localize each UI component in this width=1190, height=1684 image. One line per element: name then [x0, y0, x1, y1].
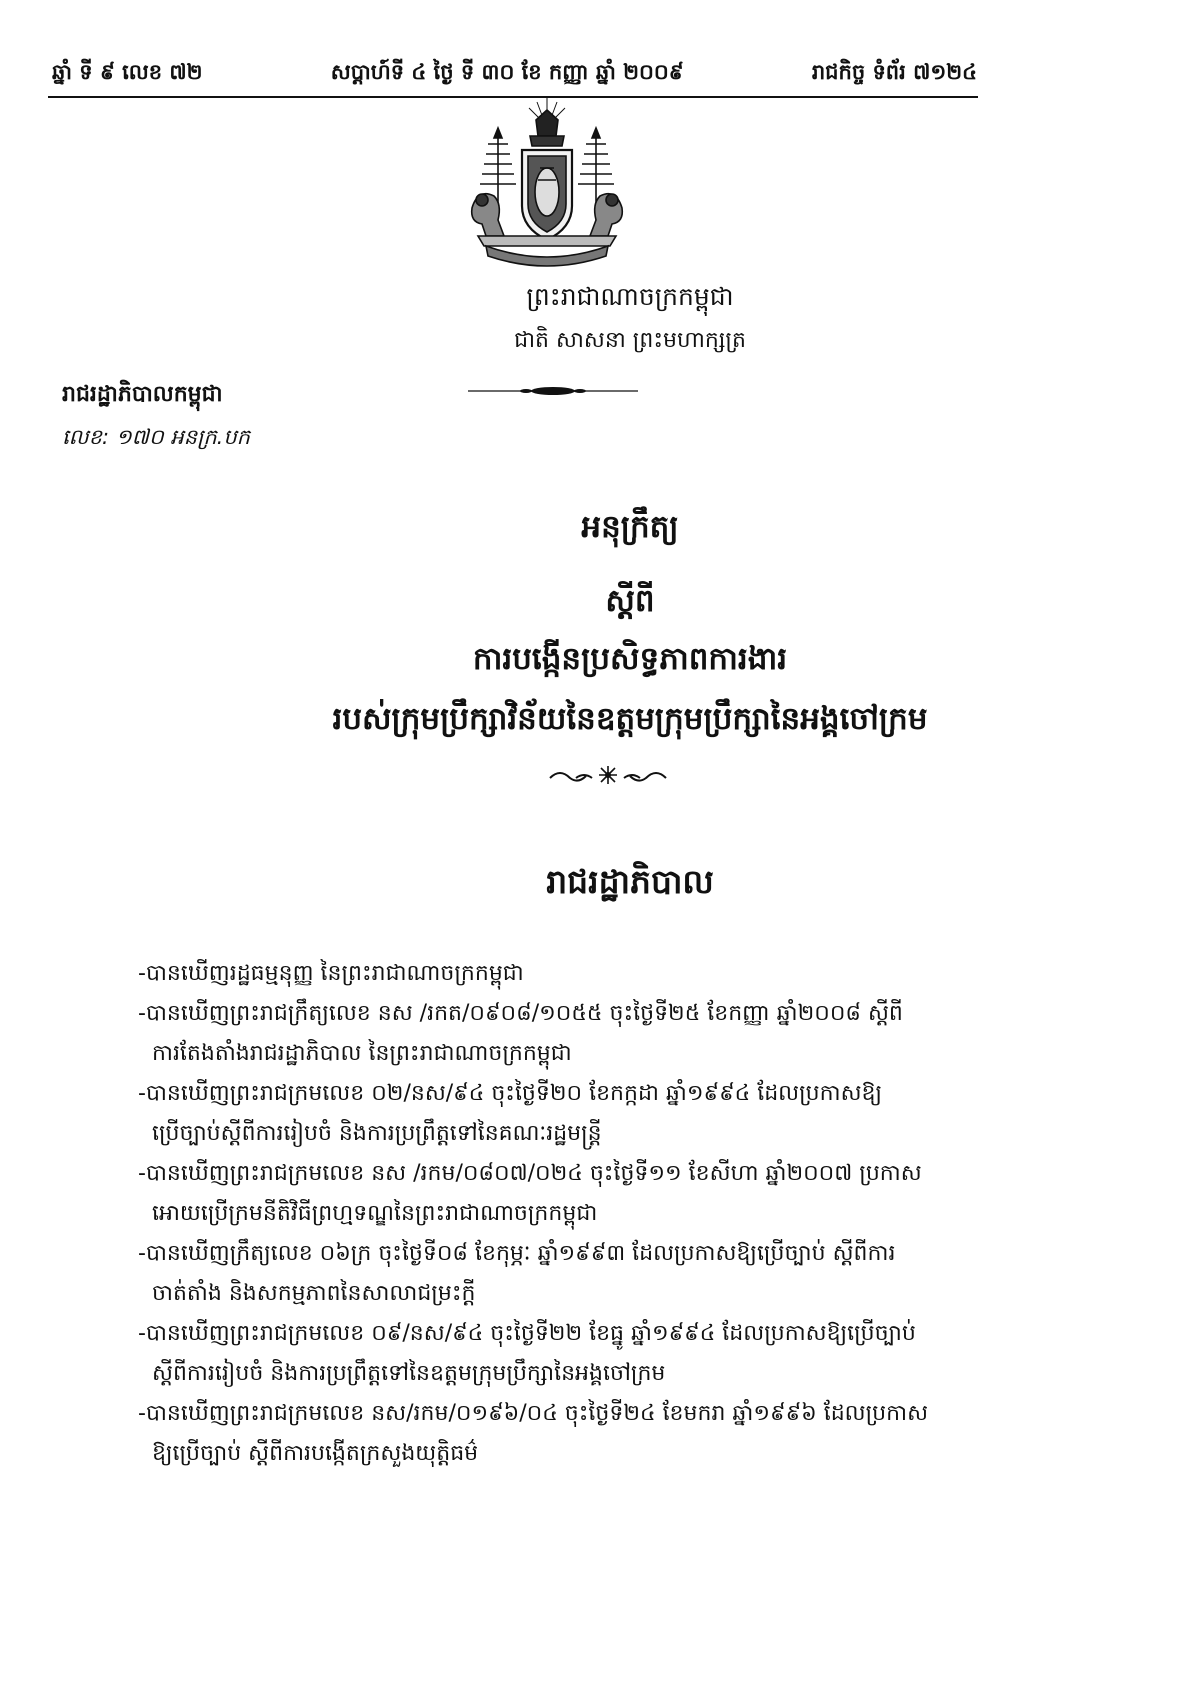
document-number: លេខ: ១៧០ អនក្រ.បក	[62, 425, 250, 449]
title-subject-line-1: ការបង្កើនប្រសិទ្ធភាពការងារ	[472, 641, 788, 677]
document-type-title: អនុក្រឹត្យ	[581, 509, 679, 545]
gazette-page: រាជកិច្ច ទំព័រ ៧១២៤	[811, 60, 977, 84]
section-heading: រាជរដ្ឋាភិបាល	[546, 862, 714, 901]
issuing-authority: រាជរដ្ឋាភិបាលកម្ពុជា	[62, 382, 223, 407]
citation-continuation: ប្រើច្បាប់ស្តីពីការរៀបចំ និងការប្រព្រឹត្តទៅនៃគណៈរដ្ឋមន្ត្រី	[152, 1121, 602, 1146]
citation-continuation: ការតែងតាំងរាជរដ្ឋាភិបាល នៃព្រះរាជាណាចក្រកម្ពុជា	[152, 1041, 572, 1066]
title-concerning: ស្តីពី	[605, 583, 655, 619]
citation-item	[138, 1234, 1018, 1314]
legal-citations-list	[138, 954, 1018, 1474]
gazette-date: សប្តាហ៍ទី ៤ ថ្ងៃ ទី ៣០ ខែ កញ្ញា ឆ្នាំ ២០០៩	[330, 60, 684, 84]
citation-continuation: អោយប្រើក្រមនីតិវិធីព្រហ្មទណ្ឌនៃព្រះរាជាណាចក្រកម្ពុជា	[152, 1201, 598, 1226]
title-divider-ornament	[546, 764, 670, 786]
citation-line: -បានឃើញព្រះរាជក្រមលេខ ០២/នស/៩៤ ចុះថ្ងៃទី២០ ខែកក្កដា ឆ្នាំ១៩៩៤ ដែលប្រកាសឱ្យ	[138, 1081, 883, 1106]
citation-line: -បានឃើញព្រះរាជក្រមលេខ ០៩/នស/៩៤ ចុះថ្ងៃទី២២ ខែធ្នូ ឆ្នាំ១៩៩៤ ដែលប្រកាសឱ្យប្រើច្បាប់	[138, 1321, 916, 1346]
citation-item	[138, 954, 1018, 994]
national-motto: ជាតិ សាសនា ព្រះមហាក្សត្រ	[514, 328, 746, 353]
citation-line: -បានឃើញព្រះរាជក្រឹត្យលេខ នស /រកត/០៩០៨/១០៥៥ ចុះថ្ងៃទី២៥ ខែកញ្ញា ឆ្នាំ២០០៨ ស្តីពី	[138, 1001, 903, 1026]
kingdom-name: ព្រះរាជាណាចក្រកម្ពុជា	[526, 282, 734, 311]
title-subject-line-2: របស់ក្រុមប្រឹក្សាវិន័យនៃឧត្តមក្រុមប្រឹក្សានៃអង្គចៅក្រម	[332, 701, 928, 737]
citation-line: -បានឃើញព្រះរាជក្រមលេខ នស /រកម/០៨០៧/០២៤ ចុះថ្ងៃទី១១ ខែសីហា ឆ្នាំ២០០៧ ប្រកាស	[138, 1161, 922, 1186]
citation-item	[138, 994, 1018, 1074]
citation-continuation: ចាត់តាំង និងសកម្មភាពនៃសាលាជម្រះក្តី	[152, 1281, 476, 1306]
citation-line: -បានឃើញរដ្ឋធម្មនុញ្ញ នៃព្រះរាជាណាចក្រកម្ពុជា	[138, 961, 524, 986]
citation-item	[138, 1154, 1018, 1234]
royal-coat-of-arms-icon	[458, 96, 636, 274]
citation-line: -បានឃើញក្រឹត្យលេខ ០៦ក្រ ចុះថ្ងៃទី០៨ ខែកុម្ភៈ ឆ្នាំ១៩៩៣ ដែលប្រកាសឱ្យប្រើច្បាប់ ស្តីពីការ	[138, 1241, 896, 1266]
gazette-volume-issue: ឆ្នាំ ទី ៩ លេខ ៧២	[52, 60, 203, 84]
citation-continuation: ឱ្យប្រើច្បាប់ ស្តីពីការបង្កើតក្រសួងយុត្តិធម៌	[152, 1441, 479, 1466]
citation-item	[138, 1394, 1018, 1474]
motto-divider-ornament	[468, 384, 638, 398]
citation-line: -បានឃើញព្រះរាជក្រមលេខ នស/រកម/០១៩៦/០៤ ចុះថ្ងៃទី២៤ ខែមករា ឆ្នាំ១៩៩៦ ដែលប្រកាស	[138, 1401, 929, 1426]
citation-item	[138, 1314, 1018, 1394]
citation-continuation: ស្តីពីការរៀបចំ និងការប្រព្រឹត្តទៅនៃឧត្តមក្រុមប្រឹក្សានៃអង្គចៅក្រម	[152, 1361, 666, 1386]
gazette-header	[52, 44, 977, 90]
citation-item	[138, 1074, 1018, 1154]
